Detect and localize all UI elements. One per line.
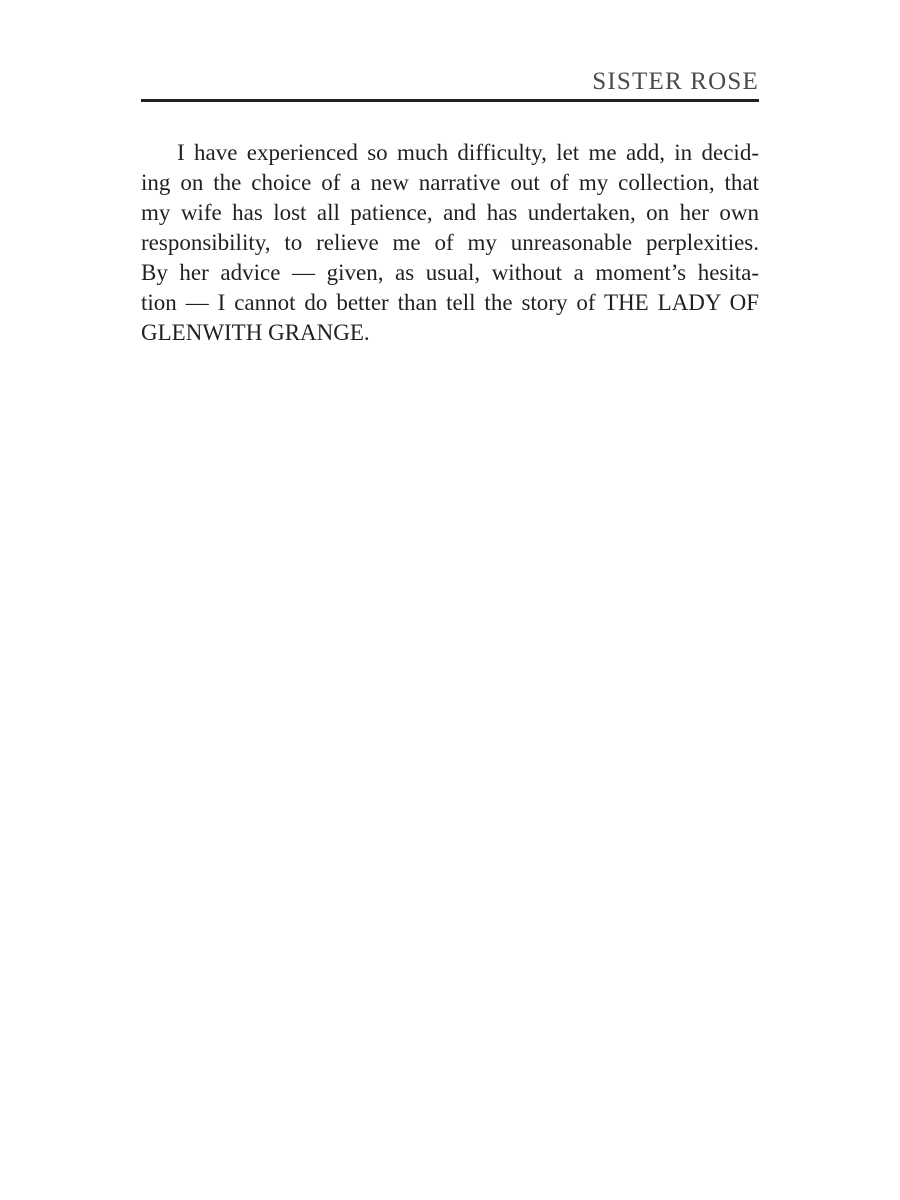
paragraph-line: I have experienced so much difficulty, let me add, in decid- <box>177 140 759 165</box>
paragraph-line: responsibility, to relieve me of my unreasonable perplexities. <box>141 230 759 255</box>
running-header-title: SISTER ROSE <box>592 68 759 95</box>
paragraph-line: my wife has lost all patience, and has undertaken, on her own <box>141 200 759 225</box>
header-rule <box>141 99 759 102</box>
paragraph-line: tion — I cannot do better than tell the story of THE LADY OF <box>141 290 759 315</box>
paragraph-line: ing on the choice of a new narrative out of my collection, that <box>141 170 759 195</box>
paragraph-line: GLENWITH GRANGE. <box>141 320 370 345</box>
body-paragraph <box>141 138 759 348</box>
paragraph-line: By her advice — given, as usual, without a moment’s hesita- <box>141 260 759 285</box>
